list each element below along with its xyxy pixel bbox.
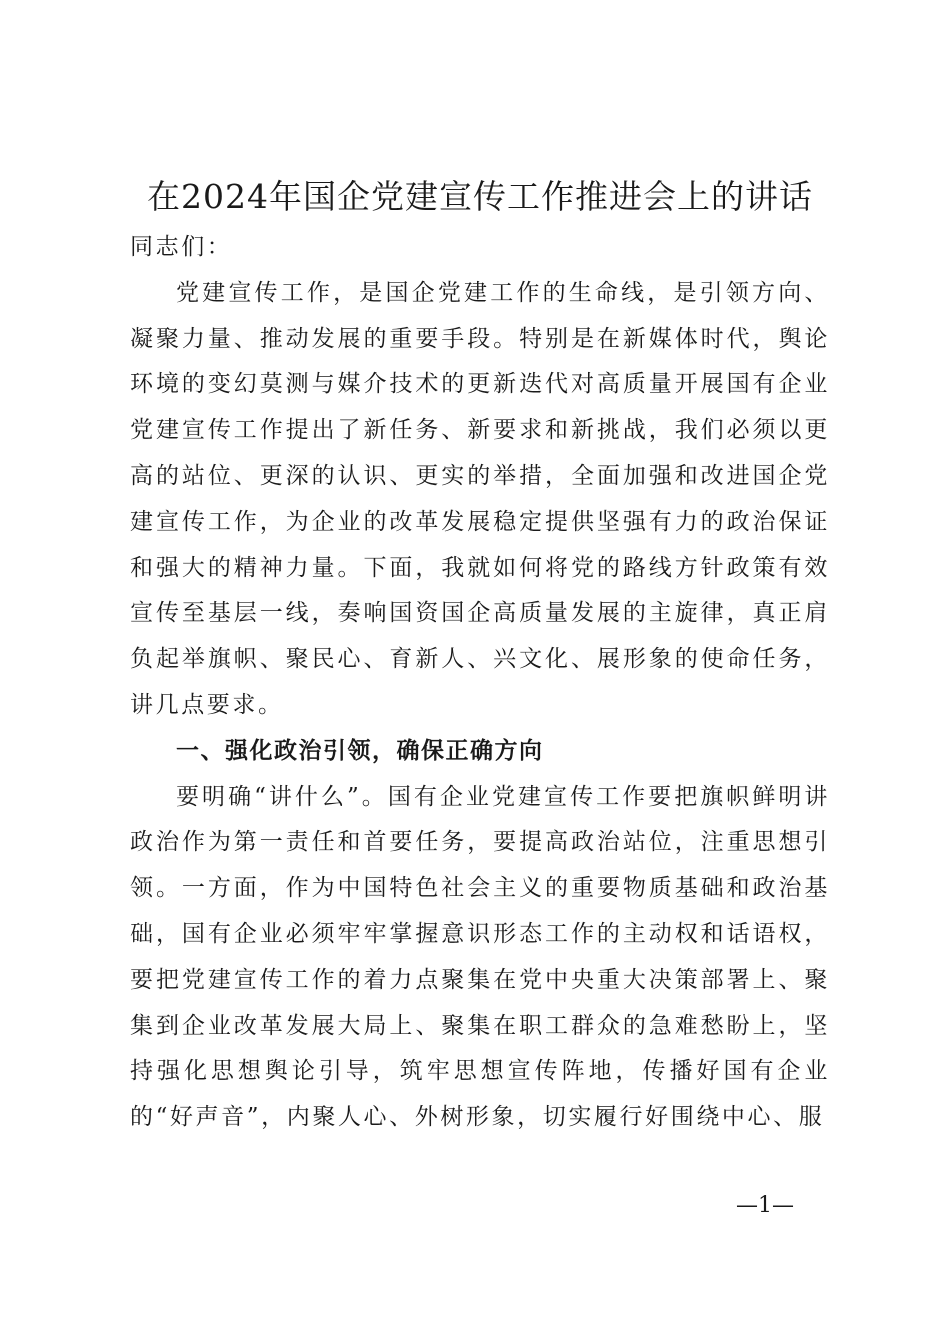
document-body (130, 225, 830, 1141)
salutation: 同志们： (130, 234, 233, 260)
intro-paragraph: 党建宣传工作，是国企党建工作的生命线，是引领方向、凝聚力量、推动发展的重要手段。特别是在新媒体时代，舆论环境的变幻莫测与媒介技术的更新迭代对高质量开展国有企业党建宣传工作提出了新任务、新要求和新挑战，我们必须以更高的站位、更深的认识、更实的举措，全面加强和改进国企党建宣传工作，为企业的改革发展稳定提供坚强有力的政治保证和强大的精神力量。下面，我就如何将党的路线方针政策有效宣传至基层一线，奏响国资国企高质量发展的主旋律，真正肩负起举旗帜、聚民心、育新人、兴文化、展形象的使命任务，讲几点要求。 (130, 279, 830, 718)
section-paragraph: 要明确“讲什么”。国有企业党建宣传工作要把旗帜鲜明讲政治作为第一责任和首要任务，要提高政治站位，注重思想引领。一方面，作为中国特色社会主义的重要物质基础和政治基础，国有企业必须牢牢掌握意识形态工作的主动权和话语权，要把党建宣传工作的着力点聚集在党中央重大决策部署上、聚集到企业改革发展大局上、聚集在职工群众的急难愁盼上，坚持强化思想舆论引导，筑牢思想宣传阵地，传播好国有企业的“好声音”，内聚人心、外树形象，切实履行好围绕中心、服 (130, 783, 830, 1131)
section-heading: 一、强化政治引领，确保正确方向 (176, 737, 544, 764)
document-title: 在2024年国企党建宣传工作推进会上的讲话 (147, 177, 813, 216)
page-number: —1— (736, 1193, 794, 1218)
